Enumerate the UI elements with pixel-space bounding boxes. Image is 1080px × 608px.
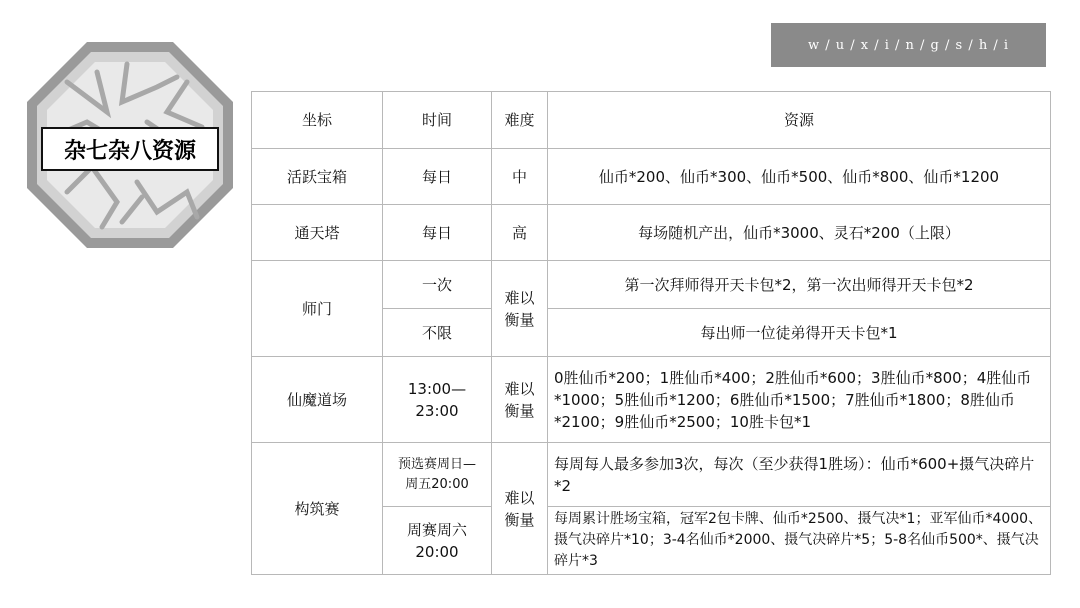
header-time: 时间 — [383, 92, 492, 149]
cell-resource: 每周每人最多参加3次，每次（至少获得1胜场）：仙币*600+摄气决碎片*2 — [548, 443, 1051, 507]
cell-resource: 每周累计胜场宝箱，冠军2包卡牌、仙币*2500、摄气决*1；亚军仙币*4000、摄气决碎片*10；3-4名仙币*2000、摄气决碎片*5；5-8名仙币500*、摄气决碎片*3 — [548, 507, 1051, 575]
cell-difficulty: 高 — [492, 205, 548, 261]
table-row — [252, 205, 1051, 261]
cell-resource: 每场随机产出，仙币*3000、灵石*200（上限） — [548, 205, 1051, 261]
cell-time: 一次 — [383, 261, 492, 309]
cell-difficulty: 难以衡量 — [492, 261, 548, 357]
cell-time: 每日 — [383, 205, 492, 261]
resource-table — [251, 91, 1051, 575]
table-header-row — [252, 92, 1051, 149]
cell-time: 13:00—23:00 — [383, 357, 492, 443]
cell-time: 周赛周六20:00 — [383, 507, 492, 575]
table-row — [252, 149, 1051, 205]
header-resource: 资源 — [548, 92, 1051, 149]
cell-resource: 仙币*200、仙币*300、仙币*500、仙币*800、仙币*1200 — [548, 149, 1051, 205]
watermark-tag: w / u / x / i / n / g / s / h / i — [771, 23, 1046, 67]
header-difficulty: 难度 — [492, 92, 548, 149]
cell-time: 不限 — [383, 309, 492, 357]
cell-coord: 通天塔 — [252, 205, 383, 261]
header-coord: 坐标 — [252, 92, 383, 149]
cell-coord: 仙魔道场 — [252, 357, 383, 443]
table-row — [252, 357, 1051, 443]
cell-time: 每日 — [383, 149, 492, 205]
cell-resource: 每出师一位徒弟得开天卡包*1 — [548, 309, 1051, 357]
cell-resource: 0胜仙币*200；1胜仙币*400；2胜仙币*600；3胜仙币*800；4胜仙币*1000；5胜仙币*1200；6胜仙币*1500；7胜仙币*1800；8胜仙币*2100；9胜仙币*2500；10胜卡包*1 — [548, 357, 1051, 443]
cell-resource: 第一次拜师得开天卡包*2，第一次出师得开天卡包*2 — [548, 261, 1051, 309]
cell-coord: 活跃宝箱 — [252, 149, 383, 205]
cell-difficulty: 难以衡量 — [492, 443, 548, 575]
cell-coord: 构筑赛 — [252, 443, 383, 575]
table-row — [252, 443, 1051, 507]
cell-time: 预选赛周日—周五20:00 — [383, 443, 492, 507]
cell-coord: 师门 — [252, 261, 383, 357]
cell-difficulty: 难以衡量 — [492, 357, 548, 443]
logo-title: 杂七杂八资源 — [41, 127, 219, 171]
table-row — [252, 261, 1051, 309]
cell-difficulty: 中 — [492, 149, 548, 205]
